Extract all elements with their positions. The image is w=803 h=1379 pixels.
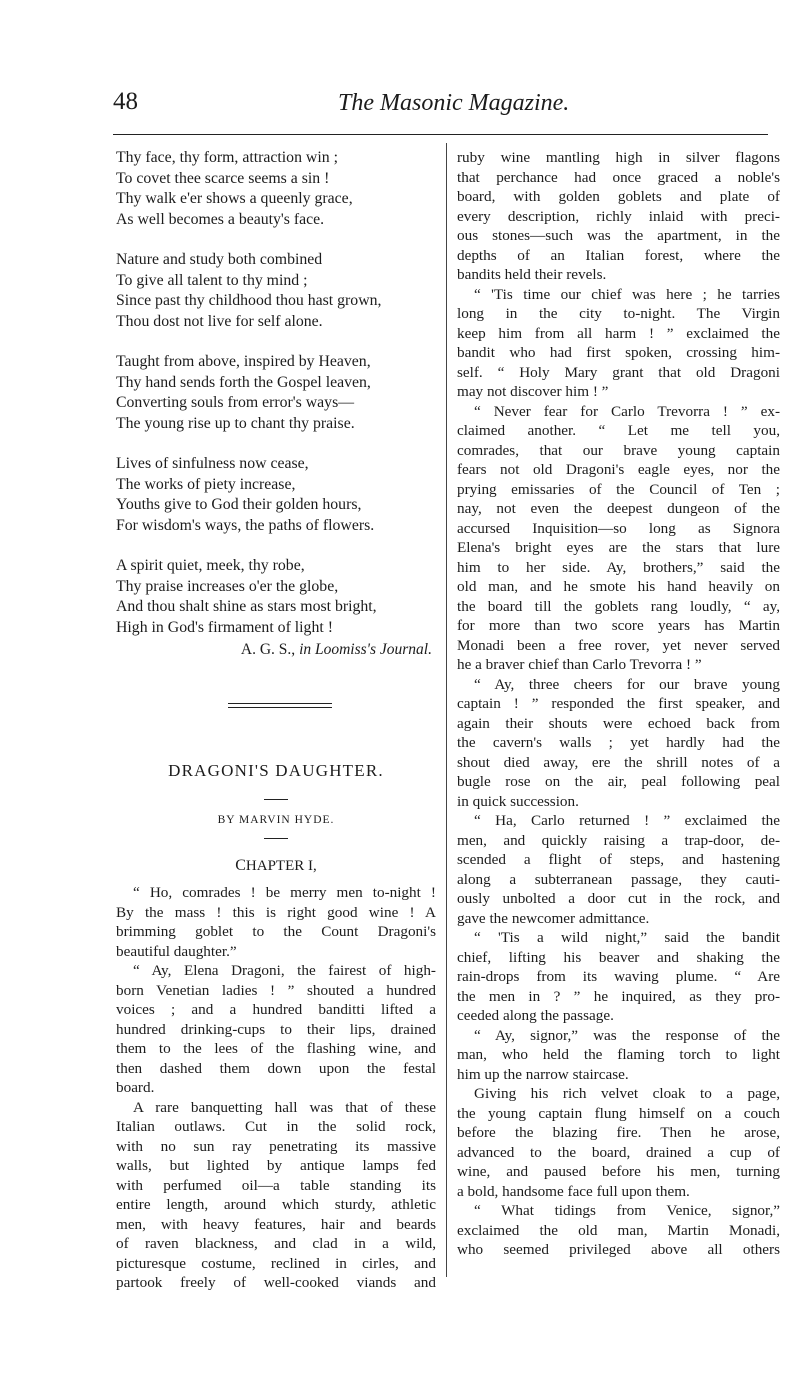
text-line: prying emissaries of the Council of Ten ;: [457, 480, 780, 498]
text-line: the cavern's walls ; yet hardly had the: [457, 734, 780, 751]
text-line: “ What tidings from Venice, signor,”: [474, 1202, 780, 1219]
text-line: before the blazing fire. Then he arose,: [457, 1124, 780, 1141]
poem-line: Taught from above, inspired by Heaven,: [116, 353, 371, 370]
text-line: with no sun ray penetrating its massive: [116, 1137, 436, 1155]
text-line: “ Ha, Carlo returned ! ” exclaimed the: [474, 812, 780, 829]
text-line: comrades, that our brave young captain: [457, 441, 780, 459]
column-divider: [446, 143, 447, 1277]
text-line: born Venetian ladies ! ” shouted a hundred: [116, 981, 436, 999]
text-line: bugle rose on the air, peal following peal: [457, 773, 780, 790]
text-line: may not discover him ! ”: [457, 383, 609, 400]
poem-line: High in God's firmament of light !: [116, 618, 333, 636]
text-line: the young captain flung himself on a couch: [457, 1104, 780, 1122]
chapter-rest: HAPTER I,: [245, 858, 317, 874]
title-rule: [264, 799, 288, 800]
text-line: Monadi been a free rover, yet never served: [457, 636, 780, 654]
text-line: every description, richly inlaid with preci-: [457, 207, 780, 225]
poem-line: Since past thy childhood thou hast grown,: [116, 292, 382, 309]
text-line: brimming goblet to the Count Dragoni's: [116, 923, 436, 940]
text-line: voices ; and a hundred banditti lifted a: [116, 1001, 436, 1018]
poem-line: Nature and study both combined: [116, 251, 323, 268]
attribution-source: in Loomiss's Journal.: [299, 641, 432, 658]
section-divider: [228, 703, 332, 708]
poem-line: For wisdom's ways, the paths of flowers.: [116, 516, 375, 534]
text-line: advanced to the board, drained a cup of: [457, 1143, 780, 1161]
text-line: old man, and he smote his hand heavily on: [457, 578, 780, 595]
attribution-author: A. G. S.,: [240, 641, 296, 658]
poem-line: Converting souls from error's ways—: [116, 394, 355, 411]
poem-line: To covet thee scarce seems a sin !: [116, 169, 330, 187]
story-title: DRAGONI'S DAUGHTER.: [168, 761, 384, 780]
text-line: A rare banquetting hall was that of these: [133, 1098, 436, 1116]
poem-line: Youths give to God their golden hours,: [116, 496, 362, 513]
text-line: “ Ay, Elena Dragoni, the fairest of high-: [133, 962, 436, 979]
text-line: man, who held the flaming torch to light: [457, 1046, 780, 1063]
poem-line: Thy face, thy form, attraction win ;: [116, 149, 338, 166]
text-line: ously unbolted a door cut in the rock, and: [457, 890, 780, 907]
poem-stanza: [116, 556, 436, 638]
text-line: them to the lees of the flashing wine, and: [116, 1040, 436, 1057]
text-line: that perchance had once graced a noble's: [457, 168, 780, 186]
text-line: nay, not even the deepest dungeon of the: [457, 500, 780, 517]
text-line: bandit who had first spoken, crossing him-: [457, 344, 780, 361]
text-line: him to her side. Ay, brothers,” said the: [457, 558, 780, 576]
text-line: “ Ho, comrades ! be merry men to-night !: [133, 884, 436, 901]
left-column: [116, 148, 436, 1293]
text-line: ceeded along the passage.: [457, 1007, 614, 1024]
text-line: ruby wine mantling high in silver flagons: [457, 149, 780, 166]
header-rule: [113, 134, 768, 135]
page-number: 48: [113, 88, 138, 115]
poem-line: And thou shalt shine as stars most bright,: [116, 598, 377, 615]
poem-line: The young rise up to chant thy praise.: [116, 414, 355, 432]
text-line: Elena's bright eyes are the stars that lure: [457, 539, 780, 556]
text-line: claimed another. “ Let me tell you,: [457, 422, 780, 439]
poem-line: Thy walk e'er shows a queenly grace,: [116, 190, 353, 207]
text-line: men, with heavy features, hair and beards: [116, 1215, 436, 1233]
text-line: self. “ Holy Mary grant that old Dragoni: [457, 363, 780, 381]
text-line: partook freely of well-cooked viands and: [116, 1274, 436, 1291]
text-line: chief, lifting his beaver and shaking the: [457, 948, 780, 966]
text-line: board, with golden goblets and plate of: [457, 188, 780, 205]
poem-attribution: [116, 640, 436, 660]
poem-stanza: [116, 250, 436, 332]
running-title: The Masonic Magazine.: [338, 90, 570, 116]
text-line: “ Ay, signor,” was the response of the: [474, 1026, 780, 1044]
text-line: ous stones—such was the apartment, in the: [457, 227, 780, 244]
text-line: shout died away, ere the shrill notes of a: [457, 753, 780, 771]
text-line: the men in ? ” he inquired, as they pro-: [457, 987, 780, 1005]
text-line: for more than two score years has Martin: [457, 617, 780, 634]
poem-line: A spirit quiet, meek, thy robe,: [116, 557, 305, 574]
text-line: accursed Inquisition—so long as Signora: [457, 519, 780, 537]
text-line: board.: [116, 1079, 155, 1096]
text-line: By the mass ! this is right good wine ! A: [116, 903, 436, 921]
text-line: picturesque costume, reclined in cirles, and: [116, 1254, 436, 1272]
poem-stanza: [116, 148, 436, 230]
running-header: [113, 88, 768, 124]
poem-stanza: [116, 352, 436, 434]
chapter-initial: C: [235, 857, 246, 874]
text-line: bandits held their revels.: [457, 266, 607, 283]
text-line: wine, and paused before his men, turning: [457, 1163, 780, 1180]
byline: BY MARVIN HYDE.: [217, 814, 335, 826]
text-line: rain-drops from its waving plume. “ Are: [457, 968, 780, 985]
poem-line: Thy hand sends forth the Gospel leaven,: [116, 373, 371, 391]
text-line: “ 'Tis a wild night,” said the bandit: [474, 929, 780, 946]
poem-line: Lives of sinfulness now cease,: [116, 455, 309, 472]
text-line: hundred drinking-cups to their lips, drained: [116, 1020, 436, 1038]
text-line: of raven blackness, and clad in a wild,: [116, 1235, 436, 1252]
text-line: keep him from all harm ! ” exclaimed the: [457, 324, 780, 342]
text-line: he a braver chief than Carlo Trevorra ! ”: [457, 656, 702, 673]
text-line: entire length, around which sturdy, athletic: [116, 1196, 436, 1213]
text-line: Giving his rich velvet cloak to a page,: [474, 1085, 780, 1102]
text-line: “ 'Tis time our chief was here ; he tarries: [474, 285, 780, 303]
poem-line: As well becomes a beauty's face.: [116, 210, 325, 228]
text-line: in quick succession.: [457, 792, 579, 810]
text-line: a bold, handsome face full upon them.: [457, 1182, 690, 1200]
text-line: who seemed privileged above all others: [457, 1241, 780, 1258]
text-line: again their shouts were echoed back from: [457, 714, 780, 732]
right-column: [457, 148, 780, 1260]
text-line: depths of an Italian forest, where the: [457, 246, 780, 264]
text-line: men, and quickly raising a trap-door, de-: [457, 831, 780, 849]
byline-rule: [264, 838, 288, 839]
text-line: Italian outlaws. Cut in the solid rock,: [116, 1118, 436, 1135]
text-line: with perfumed oil—a table standing its: [116, 1176, 436, 1194]
text-line: along a subterranean passage, they cauti-: [457, 870, 780, 888]
text-line: exclaimed the old man, Martin Monadi,: [457, 1221, 780, 1239]
text-line: “ Never fear for Carlo Trevorra ! ” ex-: [474, 402, 780, 420]
poem-line: Thou dost not live for self alone.: [116, 312, 323, 330]
text-line: him up the narrow staircase.: [457, 1065, 629, 1083]
text-line: fears not old Dragoni's eagle eyes, nor the: [457, 461, 780, 478]
text-line: “ Ay, three cheers for our brave young: [474, 675, 780, 693]
poem-line: Thy praise increases o'er the globe,: [116, 577, 339, 595]
poem-stanza: [116, 454, 436, 536]
text-line: gave the newcomer admittance.: [457, 909, 650, 927]
poem-line: To give all talent to thy mind ;: [116, 271, 308, 289]
text-line: walls, but lighted by antique lamps fed: [116, 1157, 436, 1174]
poem-line: The works of piety increase,: [116, 475, 296, 493]
text-line: captain ! ” responded the first speaker, and: [457, 695, 780, 712]
text-line: beautiful daughter.”: [116, 942, 237, 960]
text-line: the board till the goblets rang loudly, “ ay,: [457, 597, 780, 615]
text-line: long in the city to-night. The Virgin: [457, 305, 780, 322]
text-line: then dashed them down upon the festal: [116, 1059, 436, 1077]
chapter-heading: [116, 857, 436, 875]
text-line: scended a flight of steps, and hastening: [457, 851, 780, 868]
